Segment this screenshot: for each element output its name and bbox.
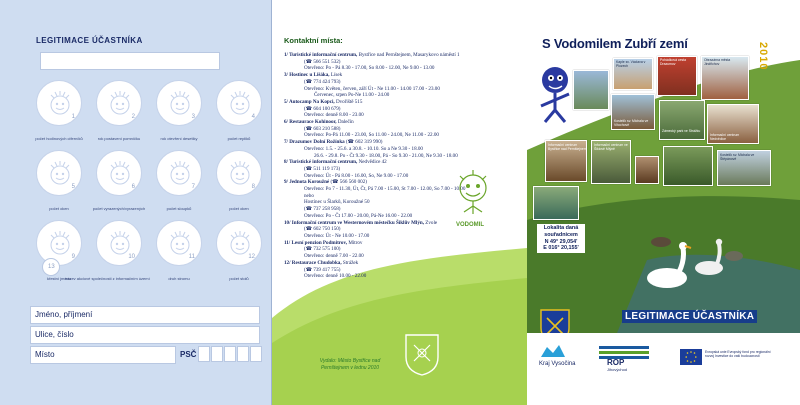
cover-legitimation-label: LEGITIMACE ÚČASTNÍKA — [622, 310, 757, 323]
contact-entry — [284, 52, 520, 59]
partner-logos-strip — [527, 333, 800, 405]
contact-entry-line: (☎ 739 417 755) — [304, 266, 341, 273]
location-line: E 016° 20,155' — [543, 245, 579, 252]
contact-entry-name: 11/ Lesní penzion Podmitrov, — [284, 239, 348, 246]
stamp-number: 12 — [248, 254, 255, 260]
contact-entry-name: 5/ Autocamp Na Kopci, — [284, 98, 335, 105]
contact-entry-line: Otevřeno: denně 7.00 - 22.00 — [304, 253, 364, 260]
contact-entry-address: Zvole — [425, 219, 438, 226]
cover-title: S Vodomilem Zubří zemí — [542, 36, 688, 51]
contact-entry-line: Červenec, srpen Po-Ne 11.00 - 24.00 — [314, 92, 390, 99]
cover-panel — [527, 0, 800, 405]
stamp-label: rok otevření desetiky — [160, 136, 198, 141]
contact-entry-line: (☎ 732 575 100) — [304, 246, 341, 253]
photo-caption: Informační centrum ve Šiklově Mlýně — [594, 143, 628, 151]
psc-digit-box[interactable] — [237, 346, 249, 362]
photo-caption: Informační centrum Bystřice nad Pernštejnem — [548, 143, 587, 151]
eu-flag-icon — [680, 349, 702, 365]
vodomil-face-icon — [45, 159, 75, 189]
contact-entry — [284, 139, 520, 146]
psc-digit-box[interactable] — [250, 346, 262, 362]
rop-logo-subtitle: Jihovýchod — [607, 367, 628, 372]
contact-entry-line: Otevřeno: denně 10.00 - 22.00 — [304, 273, 367, 280]
contact-entry-address: Strážek — [342, 259, 359, 266]
stamp-number: 2 — [131, 114, 135, 120]
stamp-8[interactable] — [216, 150, 262, 196]
city-field[interactable] — [30, 346, 176, 364]
contact-entry-name: 10/ Informační centrum ve Westernovém městečku Šiklův Mlýn, — [284, 219, 424, 226]
geese-icon — [639, 220, 749, 300]
contact-entry-line: nebo — [304, 192, 314, 199]
psc-label: PSČ — [180, 350, 197, 359]
stamp-9[interactable] — [36, 220, 82, 266]
vodomil-face-icon — [165, 159, 195, 189]
stamp-number: 5 — [71, 184, 75, 190]
street-field[interactable] — [30, 326, 260, 344]
contact-entry-line: Hostinec u Šlarků, Koroužné 50 — [304, 199, 370, 206]
kraj-vysocina-text: Kraj Vysočina — [539, 361, 576, 367]
stamp-1[interactable] — [36, 80, 82, 126]
location-box — [537, 224, 585, 253]
psc-digit-box[interactable] — [211, 346, 223, 362]
contact-entry-line: (☎ 603 210 588) — [304, 125, 341, 132]
contact-points-panel — [272, 0, 527, 405]
contact-entry-address: Mitrov — [348, 239, 363, 246]
stamp-number: 4 — [251, 114, 255, 120]
street-field-label: Ulice, číslo — [35, 330, 74, 339]
contact-entry-name: 3/ Hostinec u Lišáka, — [284, 72, 330, 79]
photo-pond — [533, 186, 579, 220]
contact-entry-line: (☎ 774 424 793) — [304, 78, 341, 85]
contact-entry-name: 7/ Drazumov Dolní Rožínka — [284, 139, 345, 146]
location-line: N 49° 29,054' — [544, 238, 578, 245]
contact-entry-name: 6/ Restaurace Kohinoor, — [284, 119, 337, 126]
contact-entry-address: (☎ 566 560 002) — [330, 179, 367, 186]
eu-fund-text: Evropská unie Evropský fond pro regionální rozvoj Investice do vaší budoucnosti — [705, 350, 771, 359]
contact-entry-line: (☎ 511 119 173) — [304, 165, 341, 172]
contact-entry-address: (☎ 602 319 990) — [345, 139, 383, 146]
stamp-7[interactable] — [156, 150, 202, 196]
photo-bridge — [717, 150, 771, 186]
stamp-label: počet vyrazených/vyrazených — [92, 206, 146, 211]
stamp-number: 8 — [251, 184, 255, 190]
stamp-number: 6 — [131, 184, 135, 190]
psc-digit-box[interactable] — [224, 346, 236, 362]
contact-entry-line: Otevřeno: denně 8.00 - 23.00 — [304, 112, 364, 119]
photo-info-center-1 — [545, 140, 587, 182]
stamp-number: 9 — [71, 254, 75, 260]
location-line: Lokalita daná — [543, 225, 579, 231]
contact-entry-address: Dvořiště 515 — [335, 98, 363, 105]
stamp-label: počet stolů — [229, 276, 249, 281]
stamp-label: počet repliků — [227, 136, 251, 141]
stamp-number: 7 — [191, 184, 195, 190]
stamp-4[interactable] — [216, 80, 262, 126]
name-field[interactable] — [30, 306, 260, 324]
contact-entry — [284, 260, 520, 267]
name-field-label: Jméno, příjmení — [35, 310, 93, 319]
photo-caption: Informační centrum Nedvědice — [710, 133, 740, 141]
photo-gallery — [701, 56, 749, 100]
vodomil-mascot-icon — [450, 168, 496, 220]
photo-mill — [591, 140, 631, 184]
stamp-label: křestní jméno — [46, 276, 71, 281]
kraj-vysocina-icon — [539, 343, 567, 359]
contact-entry-name: 12/ Restaurace Chudobka, — [284, 259, 342, 266]
stamp-3[interactable] — [156, 80, 202, 126]
photo-info-center-3 — [707, 104, 759, 144]
contact-entry-name: 8/ Turistické informační centrum, — [284, 159, 358, 166]
contact-entry-line: Otevřeno: Po - Čt 17.00 - 20.00, Pá-Ne 16.00 - 22.00 — [304, 212, 413, 219]
contact-entry-address: Nedvědice 42 — [358, 159, 387, 166]
contact-entry-line: (☎ 602 750 150) — [304, 226, 341, 233]
photo-park — [659, 100, 705, 140]
photo-caption: Obrazárna města Jindřichov — [704, 58, 731, 66]
stamp-10[interactable] — [96, 220, 142, 266]
vodomil-face-icon — [225, 89, 255, 119]
stamp-12[interactable] — [216, 220, 262, 266]
stamp-11[interactable] — [156, 220, 202, 266]
rop-logo-text: ROP — [607, 358, 625, 367]
location-line: souřadnicem — [544, 231, 578, 238]
contact-entry — [284, 99, 520, 106]
photo-chapel — [613, 58, 653, 90]
vodomil-face-icon — [225, 159, 255, 189]
photo-cows — [635, 156, 659, 184]
stamp-2[interactable] — [96, 80, 142, 126]
photo-caption: Kostelík sv. Michala ve Vítochově — [614, 119, 649, 127]
contact-entry-address: Dalečín — [337, 119, 354, 126]
contact-entry-line: Otevřeno: Út - Ne 10.00 - 17.00 — [304, 232, 370, 239]
contact-entry-line: Otevřeno: Po 7 - 11.30, Út, Čt, Pá 7.00 - 15.00, St 7.00 - 12.00, So 7.00 - 10.00 — [304, 186, 466, 193]
vodomil-face-icon — [45, 89, 75, 119]
contact-entry-line: Otevřeno: Út - Pá 8.00 - 16.00, So, Ne 9.00 - 17.00 — [304, 172, 409, 179]
psc-digit-box[interactable] — [198, 346, 210, 362]
stamp-13-note: název akciové společnosti z informačním území — [65, 276, 150, 281]
stamp-13[interactable] — [42, 258, 60, 276]
stamp-header-box[interactable] — [40, 52, 220, 70]
contact-entry-line: 26.6. - 29.8. Po - Čt 9.30 - 18.00, Pá - So 9.30 - 21.00, Ne 9.30 - 18.00 — [314, 152, 458, 159]
contact-entry-line: Otevřeno: Po - Pá 8.30 - 17.00, So 8.00 - 12.00, Ne 9.00 - 13.00 — [304, 65, 435, 72]
city-field-label: Místo — [35, 350, 55, 359]
contact-entry — [284, 159, 520, 166]
photo-church — [611, 94, 655, 130]
contact-entry-address: Bystřice nad Pernštejnem, Masarykovo náměstí 1 — [358, 52, 460, 58]
contact-entry-line: Otevřeno: Květen, červen, září Út - Ne 11.00 - 14.00 17.00 - 23.00 — [304, 85, 440, 92]
stamp-label: druh stromu — [168, 276, 190, 281]
contact-entry-line: (☎ 604 100 679) — [304, 105, 341, 112]
vodomil-logo-text: VODOMIL — [456, 222, 484, 228]
town-crest-icon — [404, 333, 440, 377]
contact-entry-name: 9/ Jednota Koroužné — [284, 179, 330, 186]
photo-castle — [573, 70, 609, 110]
stamp-5[interactable] — [36, 150, 82, 196]
photo-caption: Kaple sv. Václava v Plozech — [616, 60, 646, 68]
photo-fairy-path — [657, 56, 697, 96]
photo-caption: Pohádková cesta Drazumov — [660, 58, 687, 66]
contact-entry-line: (☎ 737 258 958) — [304, 206, 341, 213]
vodomil-face-icon — [165, 89, 195, 119]
photo-caption: Kostelík sv. Michala ve Štěpánově — [720, 153, 755, 161]
stamp-number: 3 — [191, 114, 195, 120]
contact-points-title: Kontaktní místa: — [284, 36, 343, 45]
contact-entry — [284, 119, 520, 126]
participant-card-panel — [0, 0, 272, 405]
stamp-number: 1 — [71, 114, 75, 120]
contact-entry — [284, 72, 520, 79]
stamp-number: 11 — [188, 254, 195, 260]
vodomil-face-icon — [105, 159, 135, 189]
contact-entry-line: Otevřeno: Po-Pá 11.00 - 23.00, So 11.00 - 24.00, Ne 11.00 - 22.00 — [304, 132, 439, 139]
contact-entry-address: Lísek — [330, 72, 343, 79]
stamp-label: počet oken — [229, 206, 249, 211]
photo-landscape — [663, 146, 713, 186]
contact-entry-name: 1/ Turistické informační centrum, — [284, 52, 358, 58]
stamp-label: rok postavení pomníčku — [97, 136, 141, 141]
stamp-6[interactable] — [96, 150, 142, 196]
stamp-number: 10 — [128, 254, 135, 260]
stamp-label: počet sloupků — [166, 206, 192, 211]
participant-card-title: LEGITIMACE ÚČASTNÍKA — [36, 36, 143, 45]
contact-entry-line: Otevřeno: 1.5. - 25.6. a 30.8. - 10.10. So a Ne 9.30 - 18.00 — [304, 145, 423, 152]
contact-list — [284, 52, 520, 280]
publisher-note: Vydalo: Město Bystřice nad Pernštejnem v lednu 2010 — [319, 358, 381, 371]
cover-year: 2010 — [757, 42, 769, 71]
contact-entry-line: (☎ 566 551 532) — [304, 58, 341, 65]
vodomil-face-icon — [105, 89, 135, 119]
photo-caption: Zámecký park ve Strážku — [662, 129, 701, 133]
vodomil-face-icon — [45, 229, 75, 259]
stamp-label: počet hodinových ciferníků — [35, 136, 83, 141]
stamp-13-number: 13 — [48, 264, 55, 270]
stamp-label: počet oken — [49, 206, 69, 211]
